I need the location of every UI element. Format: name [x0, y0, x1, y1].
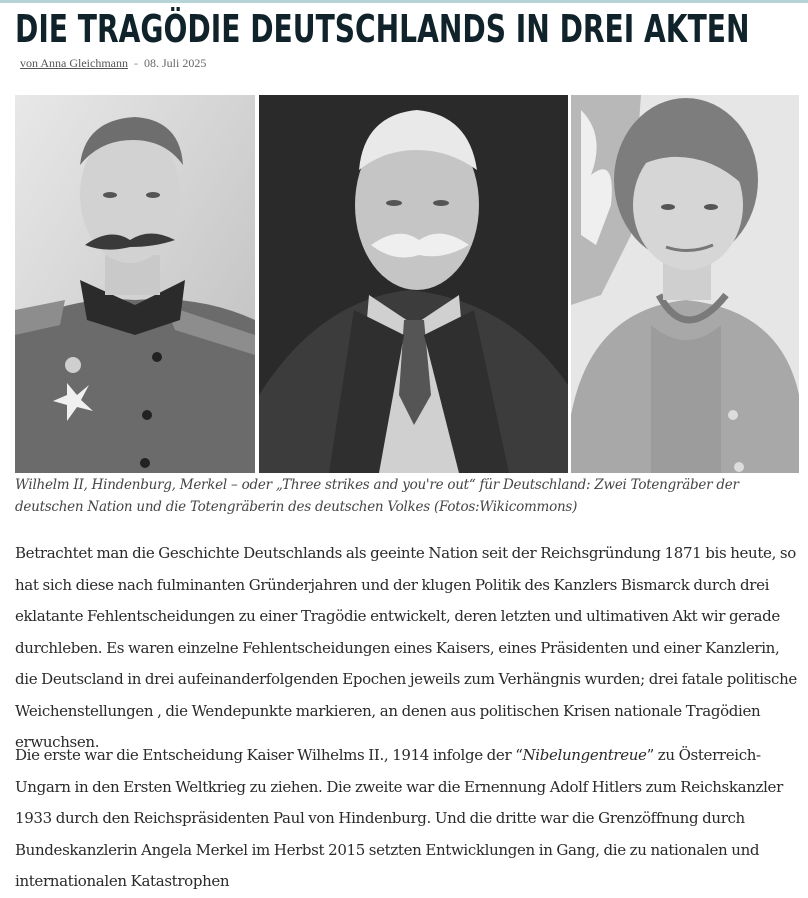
portrait-photo-hindenburg	[259, 95, 568, 473]
portrait-photo-wilhelm	[15, 95, 255, 473]
article-meta	[20, 56, 206, 71]
meta-separator: -	[133, 56, 138, 70]
author-link[interactable]: von Anna Gleichmann	[20, 56, 128, 70]
figure-caption: Wilhelm II, Hindenburg, Merkel – oder „Three strikes and you're out“ für Deutschland: Zwei Totengräber der deutschen Nation und die Totengräberin des deutschen Volkes (Fotos:Wikicommons)	[15, 477, 739, 515]
article-paragraph-2	[15, 740, 800, 898]
nibelungentreue-emphasis: Nibelungentreue	[522, 746, 647, 764]
top-accent-bar	[0, 0, 808, 3]
article-title: DIE TRAGÖDIE DEUTSCHLANDS IN DREI AKTEN	[15, 7, 750, 51]
article-figure	[15, 95, 799, 473]
paragraph-2-start: Die erste war die Entscheidung Kaiser Wilhelms II., 1914 infolge der “	[15, 746, 523, 764]
article-date: 08. Juli 2025	[143, 56, 207, 70]
article-paragraph-1: Betrachtet man die Geschichte Deutschlands als geeinte Nation seit der Reichsgründung 1871 bis heute, so hat sich diese nach fulminanten Gründerjahren und der klugen Politik des Kanzlers Bismarck durch drei eklatante Fehlentscheidungen zu einer Tragödie entwickelt, deren letzten und ultimativen Akt wir gerade durchleben. Es waren einzelne Fehlentscheidungen eines Kaisers, eines Präsidenten und einer Kanzlerin, die Deutscland in drei aufeinanderfolgenden Epochen jeweils zum Verhängnis wurden; drei fatale politische Weichenstellungen , die Wendepunkte markieren, an denen aus politischen Krisen nationale Tragödien erwuchsen.	[15, 544, 797, 751]
portrait-photo-merkel	[571, 95, 799, 473]
paragraph-2-rest: ” zu Österreich-Ungarn in den Ersten Weltkrieg zu ziehen. Die zweite war die Ernennung Adolf Hitlers zum Reichskanzler 1933 durch den Reichspräsidenten Paul von Hindenburg. Und die dritte war die Grenzöffnung durch Bundeskanzlerin Angela Merkel im Herbst 2015 setzten Entwicklungen in Gang, die zu nationalen und internationalen Katastrophen	[15, 746, 783, 890]
